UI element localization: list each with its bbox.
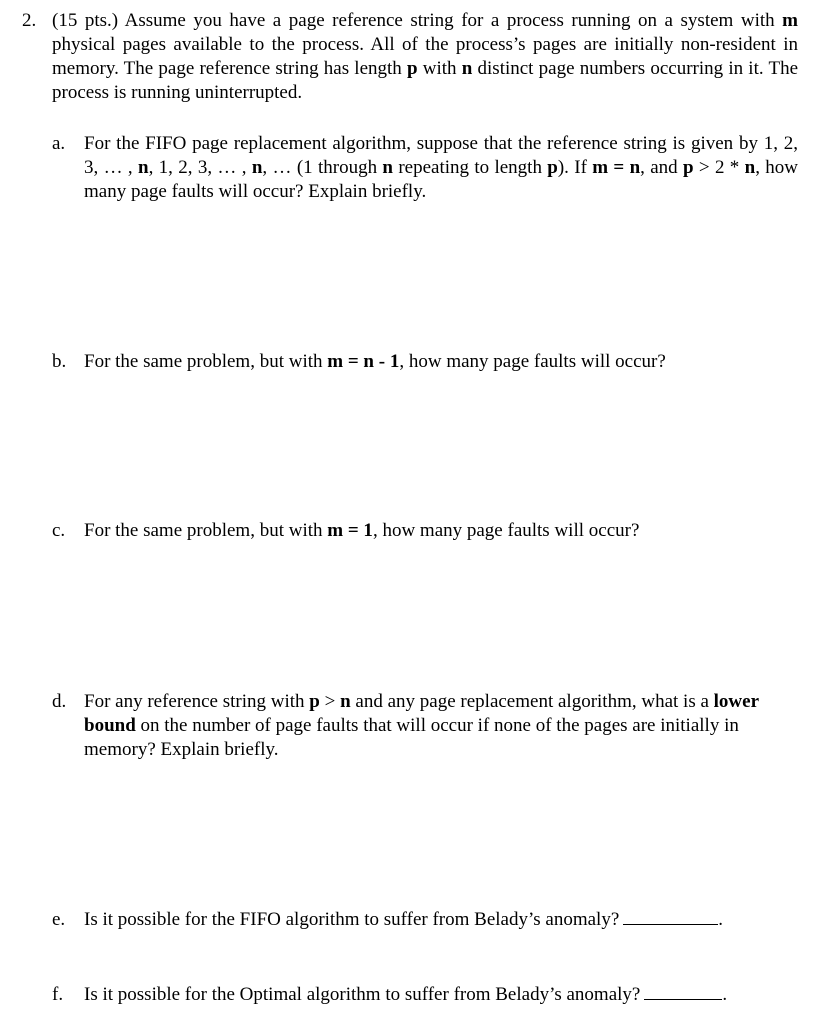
part-c-label: c. (52, 520, 66, 541)
part-d-p: p (309, 691, 320, 712)
part-a-p1: p (547, 157, 558, 178)
part-a-n4: n (744, 157, 756, 178)
part-e-end: . (718, 909, 724, 930)
part-c-eq: m = 1 (327, 520, 373, 541)
part-a-eq1: m = n (592, 157, 641, 178)
part-f-answer-blank[interactable] (644, 983, 722, 1000)
part-a-label: a. (52, 133, 66, 154)
part-c-t1: For the same problem, but with (84, 520, 328, 541)
intro-text-2: physical pages available to the process. All of the process’s pages are initially non-resident in memory. The page reference string has length (52, 34, 798, 79)
intro-text-1: (15 pts.) Assume you have a page reference string for a process running on a system with (52, 10, 783, 31)
part-a-t7: > 2 * (693, 157, 745, 178)
part-b-label: b. (52, 351, 67, 372)
part-d-t3: and any page replacement algorithm, what is a (350, 691, 714, 712)
part-a-text (84, 132, 798, 204)
part-e-answer-blank[interactable] (623, 908, 718, 925)
intro-text-3: with (417, 58, 462, 79)
part-b-text (84, 350, 798, 374)
part-c-t2: , how many page faults will occur? (372, 520, 640, 541)
part-f-text (84, 983, 798, 1007)
part-d-n: n (340, 691, 351, 712)
part-c-text (84, 519, 798, 543)
part-b-eq: m = n - 1 (327, 351, 400, 372)
part-f-t1: Is it possible for the Optimal algorithm to suffer from Belady’s anomaly? (84, 984, 641, 1005)
part-d-text (84, 690, 784, 762)
part-a-t4: repeating to length (393, 157, 548, 178)
part-d-lower-bound: lower bound (84, 691, 759, 736)
part-a-t2: , 1, 2, 3, … , (148, 157, 252, 178)
part-f-end: . (722, 984, 728, 1005)
part-a-t8: , how many page faults will occur? Explain briefly. (84, 157, 799, 202)
var-n: n (461, 58, 473, 79)
part-a-t1: For the FIFO page replacement algorithm, suppose that the reference string is given by 1, 2, 3, … , (84, 133, 798, 178)
intro-text-4: distinct page numbers occurring in it. The process is running uninterrupted. (52, 58, 799, 103)
part-a-t6: , and (640, 157, 684, 178)
part-d-t1: For any reference string with (84, 691, 310, 712)
part-e-t1: Is it possible for the FIFO algorithm to suffer from Belady’s anomaly? (84, 909, 620, 930)
part-a-t3: , … (1 through (262, 157, 383, 178)
question-number: 2. (22, 10, 37, 31)
part-e-text (84, 908, 798, 932)
part-a-p2: p (683, 157, 694, 178)
part-d-t4: on the number of page faults that will occur if none of the pages are initially in memory? Explain briefly. (84, 715, 739, 760)
part-a-n2: n (251, 157, 263, 178)
part-d-t2: > (319, 691, 341, 712)
question-intro (52, 9, 798, 105)
var-m: m (782, 10, 798, 31)
part-a-n3: n (382, 157, 393, 178)
var-p: p (407, 58, 418, 79)
part-a-n1: n (138, 157, 149, 178)
part-f-label: f. (52, 984, 64, 1005)
part-e-label: e. (52, 909, 66, 930)
part-a-t5: ). If (557, 157, 593, 178)
part-b-t1: For the same problem, but with (84, 351, 328, 372)
part-b-t2: , how many page faults will occur? (399, 351, 666, 372)
part-d-label: d. (52, 691, 67, 712)
